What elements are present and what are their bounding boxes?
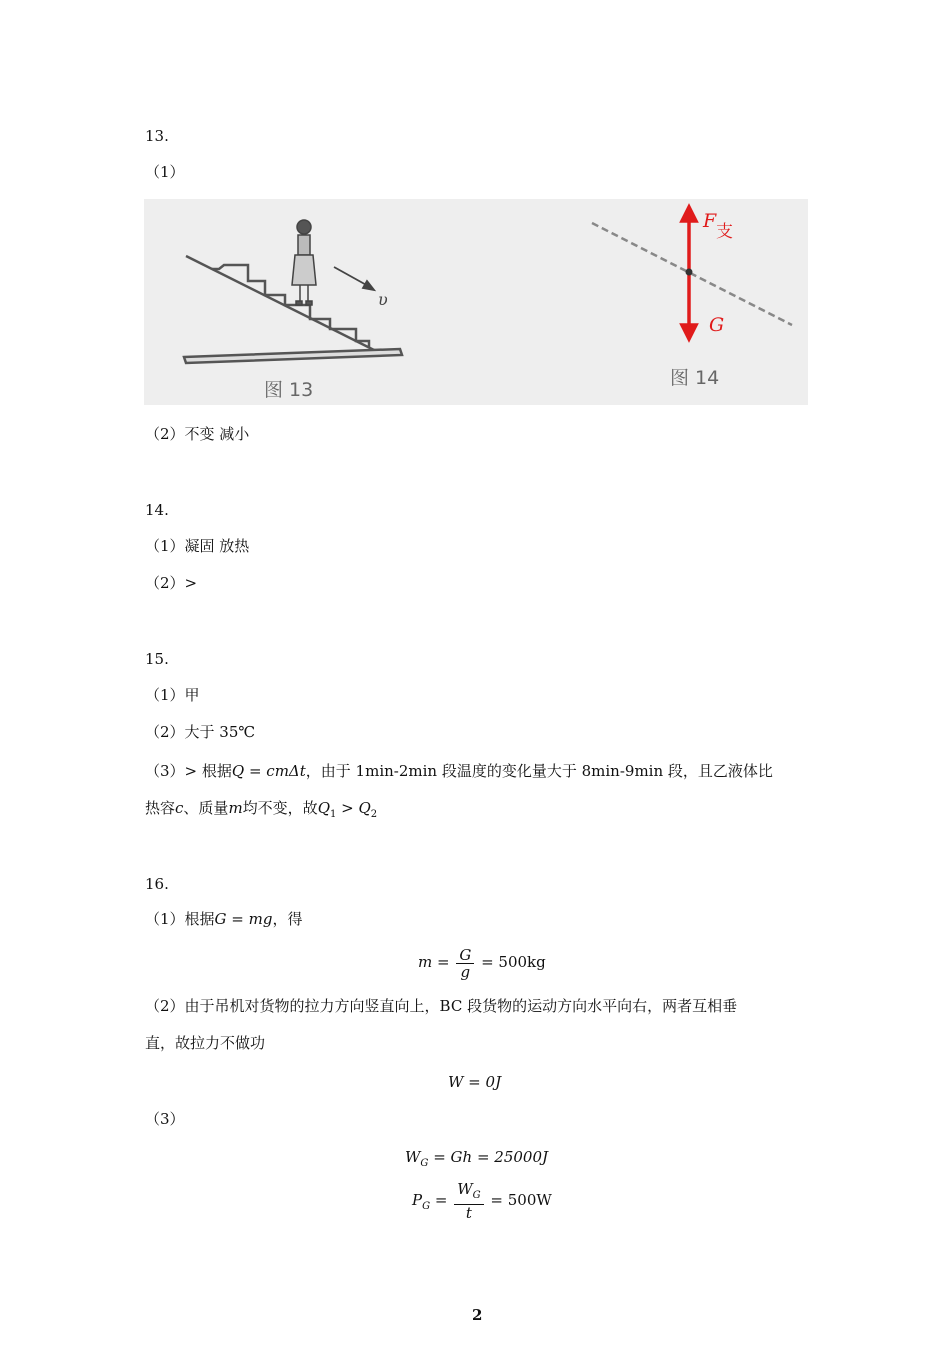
eq4-rhs: = 500W — [485, 1191, 552, 1209]
q14-part1: （1）凝固 放热 — [145, 537, 250, 555]
eq1-lhs: m = — [418, 953, 455, 971]
eq4-p: P — [412, 1191, 423, 1209]
eq3-w: W — [405, 1148, 421, 1166]
weight-formula: G = mg — [214, 910, 273, 928]
symbol-m: m — [228, 799, 243, 817]
girl-figure — [292, 220, 316, 305]
velocity-arrow — [334, 267, 374, 290]
eq3-rhs: = Gh = 25000J — [428, 1148, 549, 1166]
q13-part2: （2）不变 减小 — [145, 425, 250, 443]
mass-equation — [418, 942, 546, 982]
symbol-q1-sub: 1 — [330, 809, 337, 820]
eq1-denominator: g — [460, 962, 471, 981]
q16-number: 16. — [145, 875, 169, 893]
q16-p1-suffix: ，得 — [272, 910, 303, 928]
symbol-c: c — [175, 799, 184, 817]
work-equation: W = 0J — [448, 1073, 502, 1091]
q13-number: 13. — [145, 127, 169, 145]
greater-than: > — [336, 799, 359, 817]
q16-part2-line2: 直，故拉力不做功 — [145, 1034, 266, 1052]
q14-part2: （2）> — [145, 574, 198, 592]
power-equation — [412, 1180, 552, 1227]
symbol-q2-sub: 2 — [370, 809, 378, 820]
q16-part2-line1: （2）由于吊机对货物的拉力方向竖直向上，BC 段货物的运动方向水平向右，两者互相垂 — [145, 997, 738, 1015]
eq3-w-sub: G — [420, 1158, 429, 1169]
q15-part3-line2 — [145, 798, 377, 825]
q15-p3-reason: ，由于 1min-2min 段温度的变化量大于 8min-9min 段，且乙液体比 — [305, 762, 773, 780]
q15-number: 15. — [145, 650, 169, 668]
symbol-q2: Q — [358, 799, 371, 817]
symbol-q1: Q — [317, 799, 330, 817]
q15-p3-text: 、质量 — [183, 799, 229, 817]
q15-p3-prefix: （3）> 根据 — [145, 762, 232, 780]
figure-14-caption: 图 14 — [670, 367, 720, 389]
eq1-rhs: = 500kg — [476, 953, 546, 971]
q13-part1-label: （1） — [145, 163, 185, 181]
eq1-numerator: G — [456, 947, 474, 964]
support-force-label: F — [703, 210, 717, 232]
heat-formula: Q = cmΔt — [231, 762, 306, 780]
q14-number: 14. — [145, 501, 169, 519]
figure-13-caption: 图 13 — [264, 379, 314, 401]
page-number: 2 — [472, 1306, 483, 1324]
eq4-numerator: $W_G$ — [454, 1181, 483, 1205]
gravity-label: G — [709, 314, 725, 336]
q15-part3-line1 — [145, 761, 773, 781]
eq1-fraction — [456, 947, 474, 980]
q16-part3-label: （3） — [145, 1110, 185, 1128]
q15-p3-text: 均不变，故 — [242, 799, 318, 817]
q16-part1 — [145, 909, 302, 929]
eq4-denominator: t — [465, 1204, 472, 1222]
incline-dashed-line — [592, 223, 792, 325]
eq4-fraction — [454, 1181, 483, 1221]
support-force-subscript: 支 — [716, 222, 733, 242]
velocity-label: υ — [378, 290, 388, 309]
q15-p3-text: 热容 — [145, 799, 176, 817]
q16-p1-prefix: （1）根据 — [145, 910, 215, 928]
q15-part1: （1）甲 — [145, 686, 200, 704]
figure-13-14 — [144, 199, 808, 405]
force-point — [686, 269, 693, 276]
eq4-p-sub: G — [422, 1201, 431, 1212]
eq4-equals: = — [430, 1191, 453, 1209]
gravity-work-equation — [405, 1147, 548, 1174]
q15-part2: （2）大于 35℃ — [145, 723, 256, 741]
